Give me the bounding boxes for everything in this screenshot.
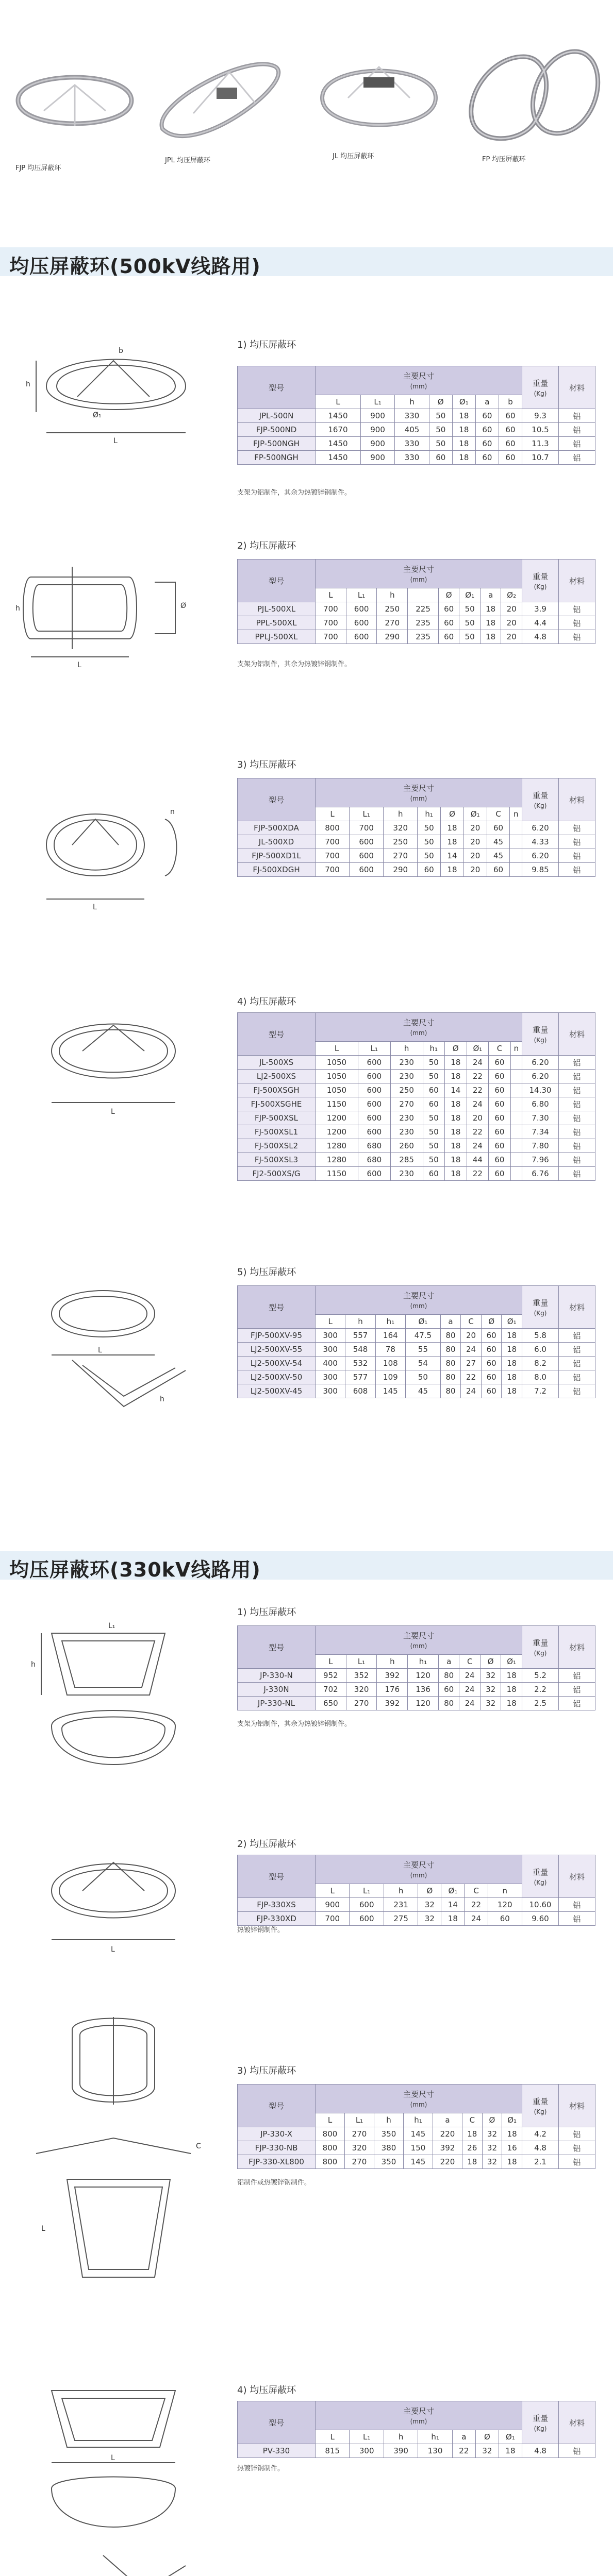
table-row: PJL-500XL 700 600 250 225 60 50 18 20 3.9 铝 xyxy=(238,602,595,616)
header-model: 型号 xyxy=(238,1286,316,1329)
table-row: FJ-500XSGHE 1150 600 270 60 18 24 60 6.80 铝 xyxy=(238,1097,595,1111)
diagram-ring-2 xyxy=(10,546,201,670)
table-row: FJP-500XV-95 300 557 164 47.5 80 20 60 18 5.8 铝 xyxy=(238,1329,595,1343)
photo-caption: FP 均压屏蔽环 xyxy=(482,156,526,163)
diagram-ring-6 xyxy=(21,1607,206,1793)
header-model: 型号 xyxy=(238,366,316,409)
spec-table-7: 型号 主要尺寸 (mm) 重量 (Kg) 材料 L L₁ h Ø Ø₁ C n FJP-330XS 900 600 231 32 14 22 120 10.60 铝 FJP-330XD 700 600 275 32 18 24 60 9.60 铝 xyxy=(237,1855,595,1926)
header-weight: 重量 (Kg) xyxy=(522,1013,559,1056)
table-row: LJ2-500XS 1050 600 230 50 18 22 60 6.20 铝 xyxy=(238,1070,595,1083)
table-row: FJP-500XD1L 700 600 270 50 14 20 45 6.20 铝 xyxy=(238,849,595,863)
table-row: JL-500XD 700 600 250 50 18 20 45 4.33 铝 xyxy=(238,835,595,849)
header-weight: 重量 (Kg) xyxy=(522,2401,559,2444)
svg-text:h: h xyxy=(160,1395,164,1403)
header-dims: 主要尺寸 (mm) xyxy=(316,560,522,588)
svg-text:h: h xyxy=(15,604,20,613)
table-row: FJ-500XSGH 1050 600 250 60 14 22 60 14.30 铝 xyxy=(238,1083,595,1097)
photo-caption: JL 均压屏蔽环 xyxy=(333,152,374,160)
table-row: LJ2-500XV-45 300 608 145 45 80 24 60 18 7.2 铝 xyxy=(238,1384,595,1398)
spec-table-1: 型号 主要尺寸 (mm) 重量 (Kg) 材料 L L₁ h Ø Ø₁ a b JPL-500N 1450 900 330 50 18 60 60 9.3 铝 FJP-500ND 1670 900 405 50 18 60 60 10.5 铝 FJP-500NGH 1450 900 330 50 18 60 60 11.3 铝 FP-500NGH 1450 900 330 60 18 60 60 10.7 铝 xyxy=(237,366,595,465)
table-title: 2) 均压屏蔽环 xyxy=(237,1839,296,1850)
svg-text:L₁: L₁ xyxy=(108,1622,115,1630)
table-row: FJP-500ND 1670 900 405 50 18 60 60 10.5 铝 xyxy=(238,423,595,437)
svg-text:n: n xyxy=(170,808,175,816)
table-title: 4) 均压屏蔽环 xyxy=(237,2385,296,2396)
header-dims: 主要尺寸 (mm) xyxy=(316,2084,522,2113)
diagram-ring-9 xyxy=(21,2370,217,2576)
table-row: FP-500NGH 1450 900 330 60 18 60 60 10.7 铝 xyxy=(238,451,595,465)
photo-jl-ring xyxy=(307,41,451,149)
table-title: 2) 均压屏蔽环 xyxy=(237,540,296,551)
header-model: 型号 xyxy=(238,1013,316,1056)
svg-text:Ø₁: Ø₁ xyxy=(93,411,102,419)
table-note: 铝制件或热镀锌钢制件。 xyxy=(237,2179,311,2187)
header-dims: 主要尺寸 (mm) xyxy=(316,1626,522,1655)
diagram-ring-8 xyxy=(21,2009,217,2298)
table-title: 3) 均压屏蔽环 xyxy=(237,2065,296,2076)
header-material: 材料 xyxy=(559,1855,595,1898)
header-dims: 主要尺寸 (mm) xyxy=(316,1855,522,1884)
table-row: JL-500XS 1050 600 230 50 18 24 60 6.20 铝 xyxy=(238,1056,595,1070)
svg-text:Ø: Ø xyxy=(180,602,187,610)
header-weight: 重量 (Kg) xyxy=(522,778,559,821)
header-weight: 重量 (Kg) xyxy=(522,1626,559,1669)
photo-jpl-ring xyxy=(147,41,291,155)
table-title: 3) 均压屏蔽环 xyxy=(237,759,296,770)
header-weight: 重量 (Kg) xyxy=(522,2084,559,2127)
table-row: FJ-500XDGH 700 600 290 60 18 20 60 9.85 铝 xyxy=(238,863,595,877)
header-dims: 主要尺寸 (mm) xyxy=(316,778,522,807)
table-note: 支架为铝制件，其余为热镀锌钢制件。 xyxy=(237,489,352,497)
table-title: 1) 均压屏蔽环 xyxy=(237,1607,296,1618)
svg-text:L: L xyxy=(111,2454,115,2462)
diagram-ring-5 xyxy=(21,1278,217,1432)
table-note: 热镀锌钢制件。 xyxy=(237,2465,285,2472)
spec-table-2: 型号 主要尺寸 (mm) 重量 (Kg) 材料 L L₁ h Ø Ø₁ a Ø₂ PJL-500XL 700 600 250 225 60 50 18 20 3.9 铝 PPL-500XL 700 600 270 235 60 50 18 20 4.4 铝 PPLJ-500XL 700 600 290 235 60 50 18 20 4.8 铝 xyxy=(237,559,595,644)
header-model: 型号 xyxy=(238,778,316,821)
svg-text:L: L xyxy=(113,437,118,445)
svg-text:L: L xyxy=(111,1945,115,1954)
header-model: 型号 xyxy=(238,1855,316,1898)
header-weight: 重量 (Kg) xyxy=(522,1286,559,1329)
header-model: 型号 xyxy=(238,560,316,602)
table-row: FJP-500XDA 800 700 320 50 18 20 60 6.20 铝 xyxy=(238,821,595,835)
svg-text:L: L xyxy=(93,903,97,911)
section-title: 均压屏蔽环(500kV线路用) xyxy=(9,255,261,278)
table-row: FJ-500XSL3 1280 680 285 50 18 44 60 7.96 铝 xyxy=(238,1153,595,1167)
svg-text:L: L xyxy=(41,2225,45,2233)
header-material: 材料 xyxy=(559,560,595,602)
table-row: JP-330-N 952 352 392 120 80 24 32 18 5.2 铝 xyxy=(238,1669,595,1683)
header-material: 材料 xyxy=(559,1626,595,1669)
header-weight: 重量 (Kg) xyxy=(522,1855,559,1898)
header-dims: 主要尺寸 (mm) xyxy=(316,1013,522,1042)
table-row: LJ2-500XV-54 400 532 108 54 80 27 60 18 8.2 铝 xyxy=(238,1357,595,1370)
table-note: 热镀锌钢制件。 xyxy=(237,1926,285,1934)
header-dims: 主要尺寸 (mm) xyxy=(316,2401,522,2430)
header-weight: 重量 (Kg) xyxy=(522,366,559,409)
table-row: FJP-500XSL 1200 600 230 50 18 20 60 7.30 铝 xyxy=(238,1111,595,1125)
table-row: JP-330-X 800 270 350 145 220 18 32 18 4.2 铝 xyxy=(238,2127,595,2141)
diagram-ring-1 xyxy=(15,330,211,459)
svg-text:L: L xyxy=(77,661,81,669)
table-row: FJ2-500XS/G 1150 600 230 60 18 22 60 6.76 铝 xyxy=(238,1167,595,1181)
table-title: 5) 均压屏蔽环 xyxy=(237,1267,296,1278)
photo-caption: FJP 均压屏蔽环 xyxy=(15,164,61,172)
svg-text:b: b xyxy=(119,347,123,355)
header-model: 型号 xyxy=(238,1626,316,1669)
header-material: 材料 xyxy=(559,778,595,821)
spec-table-4: 型号 主要尺寸 (mm) 重量 (Kg) 材料 L L₁ h h₁ Ø Ø₁ C n JL-500XS 1050 600 230 50 18 24 60 6.20 铝 LJ2-500XS 1050 600 230 50 18 22 60 6.20 铝 FJ-500XSGH 1050 600 250 60 14 22 60 14.30 铝 FJ-500XSGHE 1150 600 270 60 18 24 60 6.80 铝 FJP-500XSL 1200 600 230 50 18 20 60 7.30 铝 FJ-500XSL1 1200 600 230 50 18 22 60 7.34 铝 FJ-500XSL2 1280 680 260 50 18 24 60 7.80 铝 FJ-500XSL3 1280 680 285 50 18 44 60 7.96 铝 FJ2-500XS/G 1150 600 230 60 18 22 60 6.76 铝 xyxy=(237,1012,595,1181)
table-row: PV-330 815 300 390 130 22 32 18 4.8 铝 xyxy=(238,2444,595,2458)
header-material: 材料 xyxy=(559,366,595,409)
header-material: 材料 xyxy=(559,2084,595,2127)
table-row: JPL-500N 1450 900 330 50 18 60 60 9.3 铝 xyxy=(238,409,595,423)
header-material: 材料 xyxy=(559,1286,595,1329)
header-material: 材料 xyxy=(559,2401,595,2444)
spec-table-9: 型号 主要尺寸 (mm) 重量 (Kg) 材料 L L₁ h h₁ a Ø Ø₁ PV-330 815 300 390 130 22 32 18 4.8 铝 xyxy=(237,2401,595,2458)
table-title: 1) 均压屏蔽环 xyxy=(237,340,296,350)
header-model: 型号 xyxy=(238,2084,316,2127)
table-row: JP-330-NL 650 270 392 120 80 24 32 18 2.5 铝 xyxy=(238,1697,595,1710)
table-row: J-330N 702 320 176 136 60 24 32 18 2.2 铝 xyxy=(238,1683,595,1697)
photo-fjp-ring xyxy=(8,49,142,157)
svg-text:L: L xyxy=(111,1108,115,1116)
table-row: FJP-330-NB 800 320 380 150 392 26 32 16 4.8 铝 xyxy=(238,2141,595,2155)
svg-text:h: h xyxy=(26,380,30,388)
table-note: 支架为铝制件，其余为热镀锌钢制件。 xyxy=(237,1720,352,1728)
table-row: FJP-330-XL800 800 270 350 145 220 18 32 18 2.1 铝 xyxy=(238,2155,595,2169)
table-row: FJP-330XD 700 600 275 32 18 24 60 9.60 铝 xyxy=(238,1912,595,1926)
diagram-ring-7 xyxy=(21,1834,206,1958)
table-row: PPL-500XL 700 600 270 235 60 50 18 20 4.4 铝 xyxy=(238,616,595,630)
table-row: FJ-500XSL1 1200 600 230 50 18 22 60 7.34 铝 xyxy=(238,1125,595,1139)
header-model: 型号 xyxy=(238,2401,316,2444)
table-row: FJP-330XS 900 600 231 32 14 22 120 10.60 铝 xyxy=(238,1898,595,1912)
header-dims: 主要尺寸 (mm) xyxy=(316,366,522,395)
table-row: FJP-500NGH 1450 900 330 50 18 60 60 11.3 铝 xyxy=(238,437,595,451)
spec-table-3: 型号 主要尺寸 (mm) 重量 (Kg) 材料 L L₁ h h₁ Ø Ø₁ C n FJP-500XDA 800 700 320 50 18 20 60 6.20 铝 JL-500XD 700 600 250 50 18 20 45 4.33 铝 FJP-500XD1L 700 600 270 50 14 20 45 6.20 铝 FJ-500XDGH 700 600 290 60 18 20 60 9.85 铝 xyxy=(237,778,595,877)
table-title: 4) 均压屏蔽环 xyxy=(237,996,296,1007)
photo-fp-ring xyxy=(461,36,606,155)
svg-text:h: h xyxy=(31,1660,36,1669)
spec-table-5: 型号 主要尺寸 (mm) 重量 (Kg) 材料 L h h₁ Ø₁ a C Ø Ø₁ FJP-500XV-95 300 557 164 47.5 80 20 60 18 5.8 铝 LJ2-500XV-55 300 548 78 55 80 24 60 18 6.0 铝 LJ2-500XV-54 400 532 108 54 80 27 60 18 8.2 铝 LJ2-500XV-50 300 577 109 50 80 22 60 18 8.0 铝 LJ2-500XV-45 300 608 145 45 80 24 60 18 7.2 铝 xyxy=(237,1285,595,1398)
svg-text:C: C xyxy=(196,2142,201,2150)
header-material: 材料 xyxy=(559,1013,595,1056)
spec-table-8: 型号 主要尺寸 (mm) 重量 (Kg) 材料 L L₁ h h₁ a C Ø Ø₁ JP-330-X 800 270 350 145 220 18 32 18 4.2 铝 FJP-330-NB 800 320 380 150 392 26 32 16 4.8 铝 FJP-330-XL800 800 270 350 145 220 18 32 18 2.1 铝 xyxy=(237,2084,595,2169)
spec-table-6: 型号 主要尺寸 (mm) 重量 (Kg) 材料 L L₁ h h₁ a C Ø Ø₁ JP-330-N 952 352 392 120 80 24 32 18 5.2 铝 J-330N 702 320 176 136 60 24 32 18 2.2 铝 JP-330-NL 650 270 392 120 80 24 32 18 2.5 铝 xyxy=(237,1625,595,1710)
section-title: 均压屏蔽环(330kV线路用) xyxy=(9,1558,261,1581)
photo-caption: JPL 均压屏蔽环 xyxy=(165,157,211,164)
header-dims: 主要尺寸 (mm) xyxy=(316,1286,522,1315)
table-row: FJ-500XSL2 1280 680 260 50 18 24 60 7.80 铝 xyxy=(238,1139,595,1153)
header-weight: 重量 (Kg) xyxy=(522,560,559,602)
svg-text:L: L xyxy=(98,1346,102,1354)
table-row: LJ2-500XV-55 300 548 78 55 80 24 60 18 6.0 铝 xyxy=(238,1343,595,1357)
table-note: 支架为铝制件，其余为热镀锌钢制件。 xyxy=(237,660,352,668)
diagram-ring-4 xyxy=(21,994,206,1118)
diagram-ring-3 xyxy=(21,783,206,912)
table-row: PPLJ-500XL 700 600 290 235 60 50 18 20 4.8 铝 xyxy=(238,630,595,644)
table-row: LJ2-500XV-50 300 577 109 50 80 22 60 18 8.0 铝 xyxy=(238,1370,595,1384)
